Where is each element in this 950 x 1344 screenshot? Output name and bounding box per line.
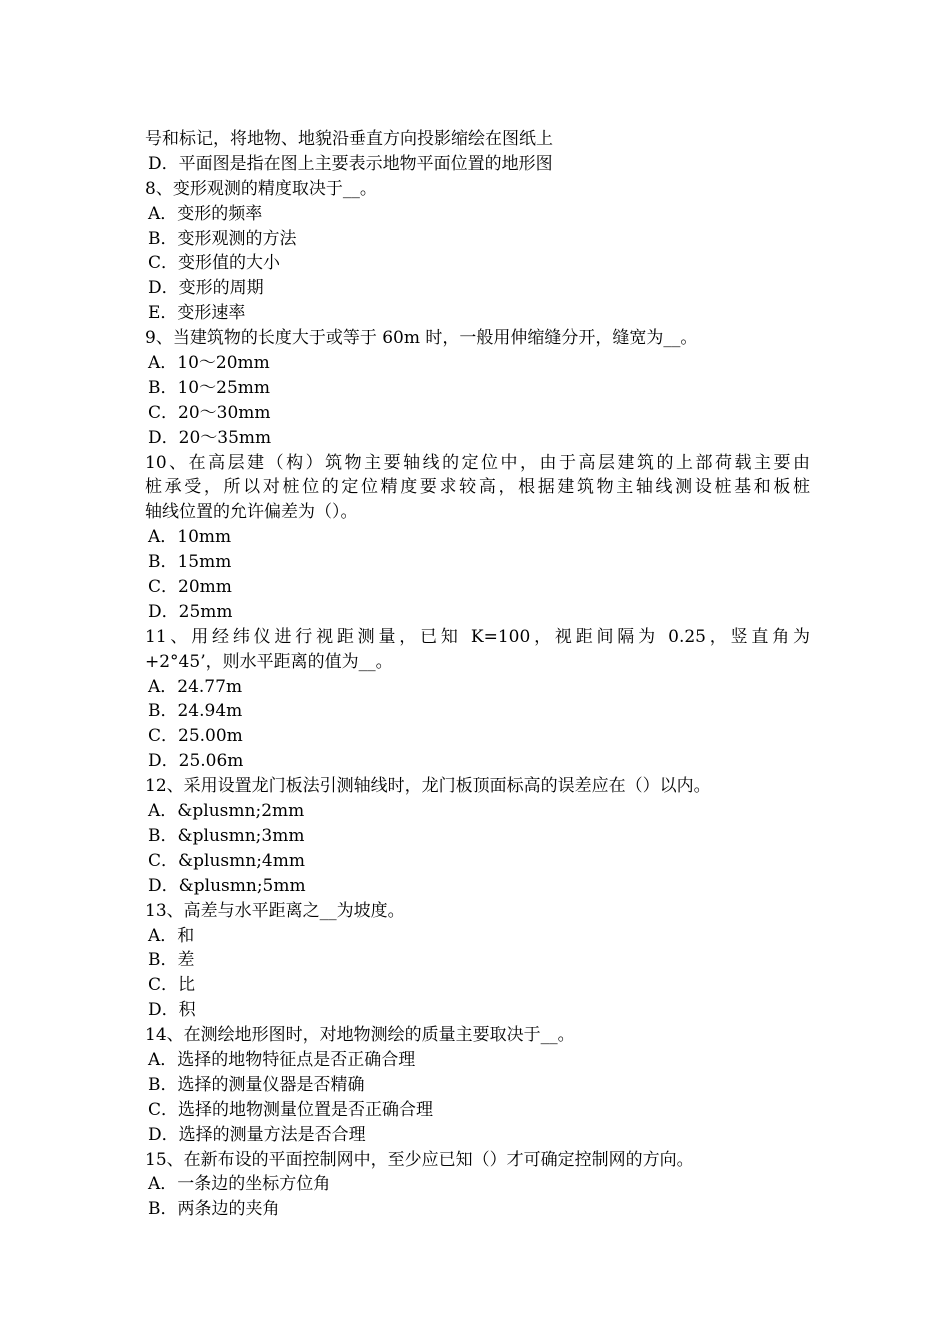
- option-line: A．10～20mm: [148, 353, 270, 374]
- option-line: C．&plusmn;4mm: [148, 850, 305, 871]
- option-line: E．变形速率: [148, 303, 246, 324]
- option-line: B．差: [148, 950, 195, 971]
- option-line: A．选择的地物特征点是否正确合理: [148, 1049, 416, 1070]
- option-line: B．两条边的夹角: [148, 1199, 280, 1220]
- option-line: D．选择的测量方法是否合理: [148, 1124, 366, 1145]
- question-15-stem: 15、在新布设的平面控制网中，至少应已知（）才可确定控制网的方向。: [145, 1149, 694, 1170]
- option-line: C．选择的地物测量位置是否正确合理: [148, 1099, 434, 1120]
- question-8-stem: 8、变形观测的精度取决于__。: [145, 178, 377, 199]
- option-line: C．变形值的大小: [148, 253, 281, 274]
- option-line: D．20～35mm: [148, 427, 272, 448]
- option-line: B．&plusmn;3mm: [148, 825, 305, 846]
- option-line: A．变形的频率: [148, 203, 263, 224]
- option-line: B．24.94m: [148, 701, 243, 722]
- option-line: A．10mm: [148, 527, 232, 548]
- question-12-stem: 12、采用设置龙门板法引测轴线时，龙门板顶面标高的误差应在（）以内。: [145, 776, 711, 797]
- option-line: A．&plusmn;2mm: [148, 801, 305, 822]
- option-line: B．选择的测量仪器是否精确: [148, 1074, 365, 1095]
- question-continuation-line: 号和标记，将地物、地貌沿垂直方向投影缩绘在图纸上: [145, 129, 553, 149]
- option-line: D．&plusmn;5mm: [148, 875, 306, 896]
- option-line: D．积: [148, 1000, 196, 1021]
- option-line: A．24.77m: [148, 676, 243, 697]
- question-10-stem-line: 轴线位置的允许偏差为（）。: [145, 502, 358, 523]
- question-10-stem-line: 10、在高层建（构）筑物主要轴线的定位中，由于高层建筑的上部荷载主要由: [145, 452, 810, 473]
- question-9-stem: 9、当建筑物的长度大于或等于 60m 时，一般用伸缩缝分开，缝宽为__。: [145, 328, 698, 349]
- document-body: [145, 127, 810, 1222]
- option-line: D．25mm: [148, 601, 233, 622]
- option-line: B．变形观测的方法: [148, 228, 297, 249]
- question-11-stem-line: 11、用经纬仪进行视距测量，已知 K=100，视距间隔为 0.25，竖直角为: [145, 626, 810, 647]
- option-line: D．25.06m: [148, 751, 244, 772]
- option-line: C．比: [148, 975, 196, 996]
- question-13-stem: 13、高差与水平距离之__为坡度。: [145, 900, 405, 921]
- option-line: D．变形的周期: [148, 278, 264, 299]
- option-line: C．20mm: [148, 577, 232, 598]
- option-line: A．一条边的坐标方位角: [148, 1174, 331, 1195]
- option-line: C．20～30mm: [148, 402, 271, 423]
- option-line: B．10～25mm: [148, 377, 270, 398]
- question-11-stem-line: +2°45’，则水平距离的值为__。: [145, 651, 393, 672]
- option-line: B．15mm: [148, 552, 232, 573]
- option-line: D．平面图是指在图上主要表示地物平面位置的地形图: [148, 153, 553, 174]
- option-line: A．和: [148, 925, 195, 946]
- question-10-stem-line: 桩承受，所以对桩位的定位精度要求较高，根据建筑物主轴线测设桩基和板桩: [145, 477, 810, 498]
- option-line: C．25.00m: [148, 726, 243, 747]
- question-14-stem: 14、在测绘地形图时，对地物测绘的质量主要取决于__。: [145, 1025, 575, 1046]
